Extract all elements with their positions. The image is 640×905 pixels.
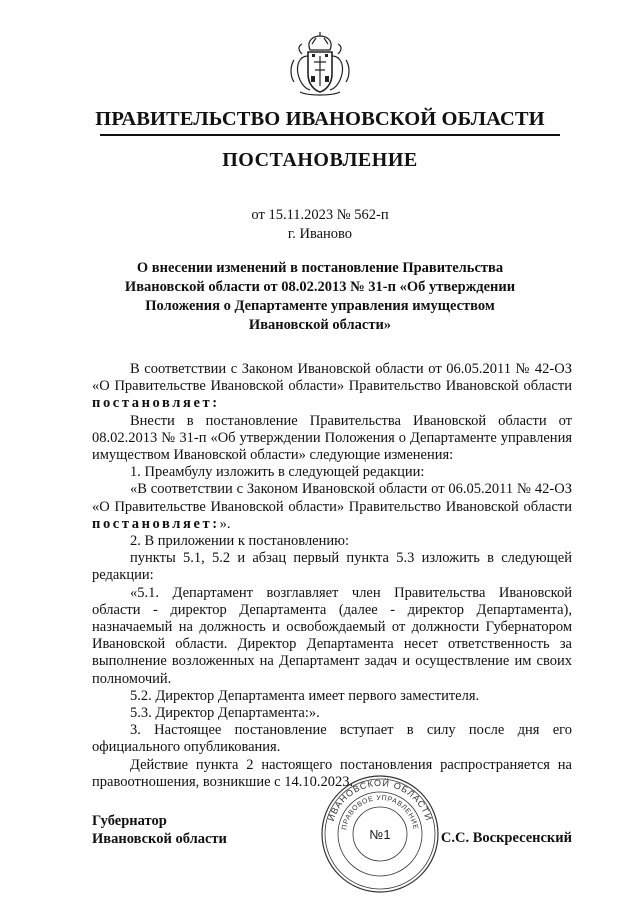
signatory-position-line: Губернатор bbox=[92, 813, 167, 829]
official-stamp bbox=[318, 772, 442, 896]
emphasized-word: постановляет: bbox=[92, 395, 220, 412]
stamp-outer-text: ИВАНОВСКОЙ ОБЛАСТИ bbox=[325, 777, 435, 823]
body-paragraph: 5.2. Директор Департамента имеет первого заместителя. bbox=[130, 687, 480, 704]
body-paragraph: «5.1. Департамент возглавляет член Правительства Ивановской области - директор Департамента (далее - директор Департамента), назначаемый на должность и освобождаемый от должности Губернатором Ивановской области. Директор Департамента несет ответственность за выполнение возложенных на Департамент задач и осуществление им своих полномочий. bbox=[92, 584, 572, 687]
body-paragraph-preamble bbox=[92, 361, 572, 413]
emphasized-word: постановляет: bbox=[92, 515, 220, 532]
document-city: г. Иваново bbox=[287, 226, 353, 242]
document-body bbox=[92, 361, 572, 791]
body-paragraph-quote bbox=[92, 481, 572, 533]
body-paragraph: 3. Настоящее постановление вступает в силу после дня его официального опубликования. bbox=[92, 722, 572, 756]
document-type-heading: ПОСТАНОВЛЕНИЕ bbox=[222, 149, 418, 171]
subject-line: Положения о Департаменте управления имуществом bbox=[145, 298, 495, 314]
stamp-inner-text: ПРАВОВОЕ УПРАВЛЕНИЕ bbox=[341, 794, 419, 831]
body-paragraph: пункты 5.1, 5.2 и абзац первый пункта 5.3 изложить в следующей редакции: bbox=[92, 550, 572, 584]
document-date-number: от 15.11.2023 № 562-п bbox=[251, 207, 389, 223]
signatory-position bbox=[92, 812, 227, 848]
government-title: ПРАВИТЕЛЬСТВО ИВАНОВСКОЙ ОБЛАСТИ bbox=[95, 108, 545, 130]
subject-line: Ивановской области» bbox=[248, 317, 392, 333]
body-paragraph: Внести в постановление Правительства Ивановской области от 08.02.2013 № 31-п «Об утверждении Положения о Департаменте управления имуществом Ивановской области» следующие изменения: bbox=[92, 412, 572, 464]
title-underline bbox=[100, 134, 560, 136]
coat-of-arms-emblem bbox=[288, 30, 352, 98]
signatory-name: С.С. Воскресенский bbox=[440, 830, 572, 846]
body-paragraph: Действие пункта 2 настоящего постановления распространяется на правоотношения, возникшие с 14.10.2023. bbox=[92, 756, 572, 790]
paragraph-text: ». bbox=[219, 515, 231, 532]
stamp-number: №1 bbox=[369, 827, 391, 842]
paragraph-text: «В соответствии с Законом Ивановской области от 06.05.2011 № 42-ОЗ «О Правительстве Ивановской области» Правительство Ивановской области bbox=[92, 481, 572, 515]
body-paragraph: 1. Преамбулу изложить в следующей редакции: bbox=[130, 464, 425, 481]
body-paragraph: 2. В приложении к постановлению: bbox=[130, 533, 350, 550]
body-paragraph: 5.3. Директор Департамента:». bbox=[130, 705, 320, 722]
paragraph-text: В соответствии с Законом Ивановской области от 06.05.2011 № 42-ОЗ «О Правительстве Ивановской области» Правительство Ивановской области bbox=[92, 361, 572, 395]
subject-line: Ивановской области от 08.02.2013 № 31-п «Об утверждении bbox=[124, 279, 516, 295]
document-subject bbox=[120, 259, 520, 335]
signatory-position-line: Ивановской области bbox=[92, 831, 227, 847]
subject-line: О внесении изменений в постановление Правительства bbox=[136, 260, 504, 276]
svg-text:ПРАВОВОЕ УПРАВЛЕНИЕ bbox=[341, 795, 419, 831]
